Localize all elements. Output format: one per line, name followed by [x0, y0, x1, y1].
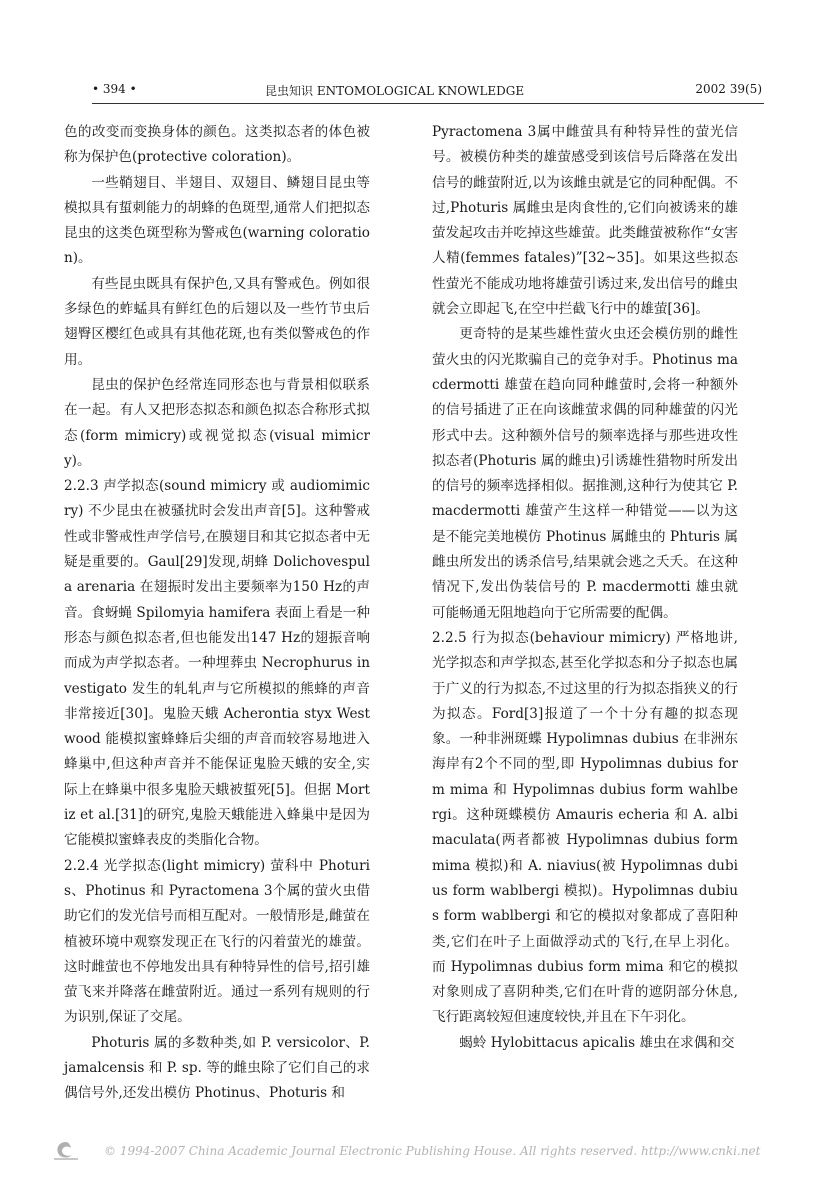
- journal-title: 昆虫知识 ENTOMOLOGICAL KNOWLEDGE: [265, 84, 525, 98]
- running-header: [92, 82, 762, 102]
- section-paragraph: 2.2.4 光学拟态(light mimicry) 萤科中 Photuris、Photinus 和 Pyractomena 3个属的萤火虫借助它们的发光信号而相互配对。一般情形是,雌萤在植被环境中观察发现正在飞行的闪着萤光的雄萤。这时雌萤也不停地发出具有种特异性的信号,招引雄萤飞来并降落在雌萤附近。通过一系列有规则的行为识别,保证了交尾。: [64, 857, 370, 1026]
- body-paragraph: 色的改变而变换身体的颜色。这类拟态者的体色被称为保护色(protective coloration)。: [64, 124, 370, 166]
- body-paragraph: 有些昆虫既具有保护色,又具有警戒色。例如很多绿色的蚱蜢具有鲜红色的后翅以及一些竹节虫后翅臀区樱红色或具有其他花斑,也有类似警戒色的作用。: [64, 275, 370, 368]
- page-footer: [52, 1140, 792, 1164]
- copyright-notice: © 1994-2007 China Academic Journal Electronic Publishing House. All rights reserved. http://www.cnki.net: [104, 1144, 761, 1158]
- body-paragraph: 蝎蛉 Hylobittacus apicalis 雄虫在求偶和交: [459, 1034, 735, 1051]
- left-column: [64, 120, 370, 1107]
- section-paragraph: 2.2.5 行为拟态(behaviour mimicry) 严格地讲,光学拟态和声学拟态,甚至化学拟态和分子拟态也属于广义的行为拟态,不过这里的行为拟态指狭义的行为拟态。Ford[3]报道了一个十分有趣的拟态现象。一种非洲斑蝶 Hypolimnas dubius 在非洲东海岸有2个不同的型,即 Hypolimnas dubius form mima 和 Hypolimnas dubius form wahlbergi。这种斑蝶模仿 Amauris echeria 和 A. albimaculata(两者都被 Hypolimnas dubius form mima 模拟)和 A. niavius(被 Hypolimnas dubius form wablbergi 模拟)。Hypolimnas dubius form wablbergi 和它的模拟对象都成了喜阳种类,它们在叶子上面做浮动式的飞行,在早上羽化。而 Hypolimnas dubius form mima 和它的模拟对象则成了喜阴种类,它们在叶背的遮阴部分休息,飞行距离较短但速度较快,并且在下午羽化。: [432, 629, 738, 1026]
- right-column: [432, 120, 738, 1056]
- body-paragraph: 昆虫的保护色经常连同形态也与背景相似联系在一起。有人又把形态拟态和颜色拟态合称形式拟态(form mimicry)或视觉拟态(visual mimicry)。: [64, 376, 370, 469]
- page-number: • 394 •: [92, 82, 137, 96]
- issue-info: 2002 39(5): [695, 82, 762, 96]
- body-paragraph: Pyractomena 3属中雌萤具有种特异性的萤光信号。被模仿种类的雄萤感受到该信号后降落在发出信号的雌萤附近,以为该雌虫就是它的同种配偶。不过,Photuris 属雌虫是肉食性的,它们向被诱来的雄萤发起攻击并吃掉这些雄萤。此类雌萤被称作“女害人精(femmes fatales)”[32~35]。如果这些拟态性萤光不能成功地将雄萤引诱过来,发出信号的雌虫就会立即起飞,在空中拦截飞行中的雄萤[36]。: [432, 124, 739, 318]
- body-paragraph: 一些鞘翅目、半翅目、双翅目、鳞翅目昆虫等模拟具有蜇刺能力的胡蜂的色斑型,通常人们把拟态昆虫的这类色斑型称为警戒色(warning coloration)。: [64, 174, 370, 267]
- section-paragraph: 2.2.3 声学拟态(sound mimicry 或 audiomimicry) 不少昆虫在被骚扰时会发出声音[5]。这种警戒性或非警戒性声学信号,在膜翅目和其它拟态者中无疑是重要的。Gaul[29]发现,胡蜂 Dolichovespula arenaria 在翅振时发出主要频率为150 Hz的声音。食蚜蝇 Spilomyia hamifera 表面上看是一种形态与颜色拟态者,但也能发出147 Hz的翅振音响而成为声学拟态者。一种埋葬虫 Necrophurus investigato 发生的轧轧声与它所模拟的熊蜂的声音非常接近[30]。鬼脸天蛾 Acherontia styx Westwood 能模拟蜜蜂蜂后尖细的声音而较容易地进入蜂巢中,但这种声音并不能保证鬼脸天蛾的安全,实际上在蜂巢中很多鬼脸天蛾被蜇死[5]。但据 Mortiz et al.[31]的研究,鬼脸天蛾能进入蜂巢中是因为它能模拟蜜蜂表皮的类脂化合物。: [64, 478, 370, 849]
- body-paragraph: 更奇特的是某些雄性萤火虫还会模仿别的雌性萤火虫的闪光欺骗自己的竞争对手。Photinus macdermotti 雄萤在趋向同种雌萤时,会将一种额外的信号插进了正在向该雌萤求偶的同种雄萤的闪光形式中去。这种额外信号的频率选择与那些进攻性拟态者(Photuris 属的雌虫)引诱雄性猎物时所发出的信号的频率选择相似。据推测,这种行为使其它 P. macdermotti 雄萤产生这样一种错觉——以为这是不能完美地模仿 Photinus 属雌虫的 Phturis 属雌虫所发出的诱杀信号,结果就会逃之夭夭。在这种情况下,发出伪装信号的 P. macdermotti 雄虫就可能畅通无阻地趋向于它所需要的配偶。: [432, 326, 738, 621]
- cnki-logo-icon: [52, 1140, 80, 1162]
- header-rule: [92, 103, 764, 104]
- body-paragraph: Photuris 属的多数种类,如 P. versicolor、P. jamalcensis 和 P. sp. 等的雌虫除了它们自己的求偶信号外,还发出模仿 Photinus、Photuris 和: [64, 1034, 370, 1102]
